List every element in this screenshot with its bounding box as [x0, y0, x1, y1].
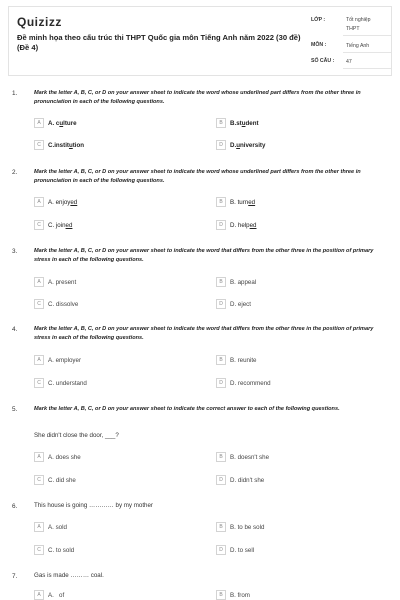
option-text: A. present [48, 278, 77, 286]
option-text: A. of [48, 591, 65, 599]
option-c[interactable] [34, 378, 87, 388]
option-b[interactable] [216, 197, 255, 207]
question-prompt: Mark the letter A, B, C, or D on your answer sheet to indicate the word that differs from the other three in the position of primary stress in each of the following questions. [34, 326, 374, 341]
option-letter: C [34, 220, 44, 230]
option-d[interactable] [216, 475, 264, 485]
option-letter: C [34, 475, 44, 485]
option-text: B. turned [230, 198, 256, 206]
option-text: A. enjoyed [48, 198, 78, 206]
option-text: B. doesn't she [230, 453, 270, 461]
option-text: A. employer [48, 356, 82, 364]
option-letter: C [34, 299, 44, 309]
count-label: SỐ CÂU : [311, 58, 335, 64]
option-text: C. did she [48, 476, 76, 484]
option-text: B. to be sold [230, 523, 265, 531]
question-prompt: Mark the letter A, B, C, or D on your answer sheet to indicate the word whose underlined part differs from the other three in pronunciation in each of the following questions. [34, 90, 361, 105]
option-text: A. culture [48, 119, 77, 127]
option-a[interactable] [34, 355, 81, 365]
question-prompt: Mark the letter A, B, C, or D on your answer sheet to indicate the word that differs from the other three in the position of primary stress in each of the following questions. [34, 248, 374, 263]
option-text: D. helped [230, 221, 257, 229]
option-c[interactable] [34, 220, 72, 230]
option-text: A. does she [48, 453, 81, 461]
option-letter: D [216, 545, 226, 555]
question-stem: This house is going ………… by my mother [34, 502, 153, 509]
question-prompt: Mark the letter A, B, C, or D on your answer sheet to indicate the correct answer to each of the following questions. [34, 406, 340, 412]
quizizz-logo: Quizizz [17, 15, 62, 29]
option-b[interactable] [216, 118, 259, 128]
option-letter: C [34, 140, 44, 150]
option-b[interactable] [216, 355, 256, 365]
option-letter: C [34, 545, 44, 555]
option-a[interactable] [34, 197, 77, 207]
option-a[interactable] [34, 452, 81, 462]
option-letter: B [216, 522, 226, 532]
count-divider [343, 68, 391, 69]
option-letter: A [34, 590, 44, 600]
question-stem: She didn't close the door, ___? [34, 432, 119, 439]
question-stem: Gas is made ……… coal. [34, 572, 104, 579]
option-a[interactable] [34, 522, 67, 532]
option-b[interactable] [216, 452, 269, 462]
option-letter: C [34, 378, 44, 388]
option-d[interactable] [216, 378, 271, 388]
option-letter: A [34, 522, 44, 532]
subject-value: Tiếng Anh [346, 43, 370, 49]
option-letter: B [216, 452, 226, 462]
option-c[interactable] [34, 140, 84, 150]
class-label: LỚP : [311, 17, 326, 23]
option-text: C. dissolve [48, 300, 79, 308]
option-d[interactable] [216, 545, 254, 555]
option-letter: A [34, 277, 44, 287]
class-value-line1: Tốt nghiệp [346, 17, 371, 23]
count-value: 47 [346, 59, 352, 65]
worksheet-header [8, 6, 392, 76]
option-text: B. from [230, 591, 250, 599]
option-letter: A [34, 452, 44, 462]
option-c[interactable] [34, 545, 74, 555]
option-text: C. to sold [48, 546, 75, 554]
option-letter: D [216, 299, 226, 309]
option-letter: B [216, 590, 226, 600]
option-d[interactable] [216, 140, 265, 150]
question-number: 5. [12, 406, 18, 413]
option-letter: B [216, 355, 226, 365]
question-number: 2. [12, 169, 18, 176]
option-letter: A [34, 355, 44, 365]
option-c[interactable] [34, 299, 78, 309]
option-b[interactable] [216, 522, 264, 532]
question-number: 6. [12, 503, 18, 510]
question-number: 7. [12, 573, 18, 580]
option-text: D. didn't she [230, 476, 265, 484]
option-text: C. joined [48, 221, 73, 229]
option-text: D.university [230, 141, 266, 149]
option-text: B. reunite [230, 356, 257, 364]
option-letter: D [216, 475, 226, 485]
option-d[interactable] [216, 220, 257, 230]
option-text: B.student [230, 119, 259, 127]
option-letter: B [216, 197, 226, 207]
option-a[interactable] [34, 277, 76, 287]
option-text: D. eject [230, 300, 251, 308]
option-c[interactable] [34, 475, 76, 485]
option-d[interactable] [216, 299, 251, 309]
option-text: C.institution [48, 141, 85, 149]
subject-divider [343, 52, 391, 53]
option-b[interactable] [216, 590, 250, 600]
option-letter: B [216, 277, 226, 287]
option-letter: D [216, 220, 226, 230]
option-text: A. sold [48, 523, 67, 531]
option-letter: A [34, 197, 44, 207]
option-a[interactable] [34, 118, 77, 128]
question-number: 1. [12, 90, 18, 97]
option-a[interactable] [34, 590, 64, 600]
option-letter: D [216, 378, 226, 388]
option-text: C. understand [48, 379, 87, 387]
option-letter: A [34, 118, 44, 128]
question-number: 4. [12, 326, 18, 333]
option-b[interactable] [216, 277, 256, 287]
class-divider [343, 35, 391, 36]
option-letter: B [216, 118, 226, 128]
question-prompt: Mark the letter A, B, C, or D on your answer sheet to indicate the word whose underlined part differs from the other three in pronunciation in each of the following questions. [34, 169, 361, 184]
question-number: 3. [12, 248, 18, 255]
subject-label: MÔN : [311, 42, 327, 48]
class-value-line2: THPT [346, 26, 360, 32]
option-text: B. appeal [230, 278, 257, 286]
option-letter: D [216, 140, 226, 150]
worksheet-title: Đề minh họa theo cấu trúc thi THPT Quốc gia môn Tiếng Anh năm 2022 (30 đề) (Đề 4) [17, 33, 301, 52]
option-text: D. recommend [230, 379, 271, 387]
option-text: D. to sell [230, 546, 255, 554]
